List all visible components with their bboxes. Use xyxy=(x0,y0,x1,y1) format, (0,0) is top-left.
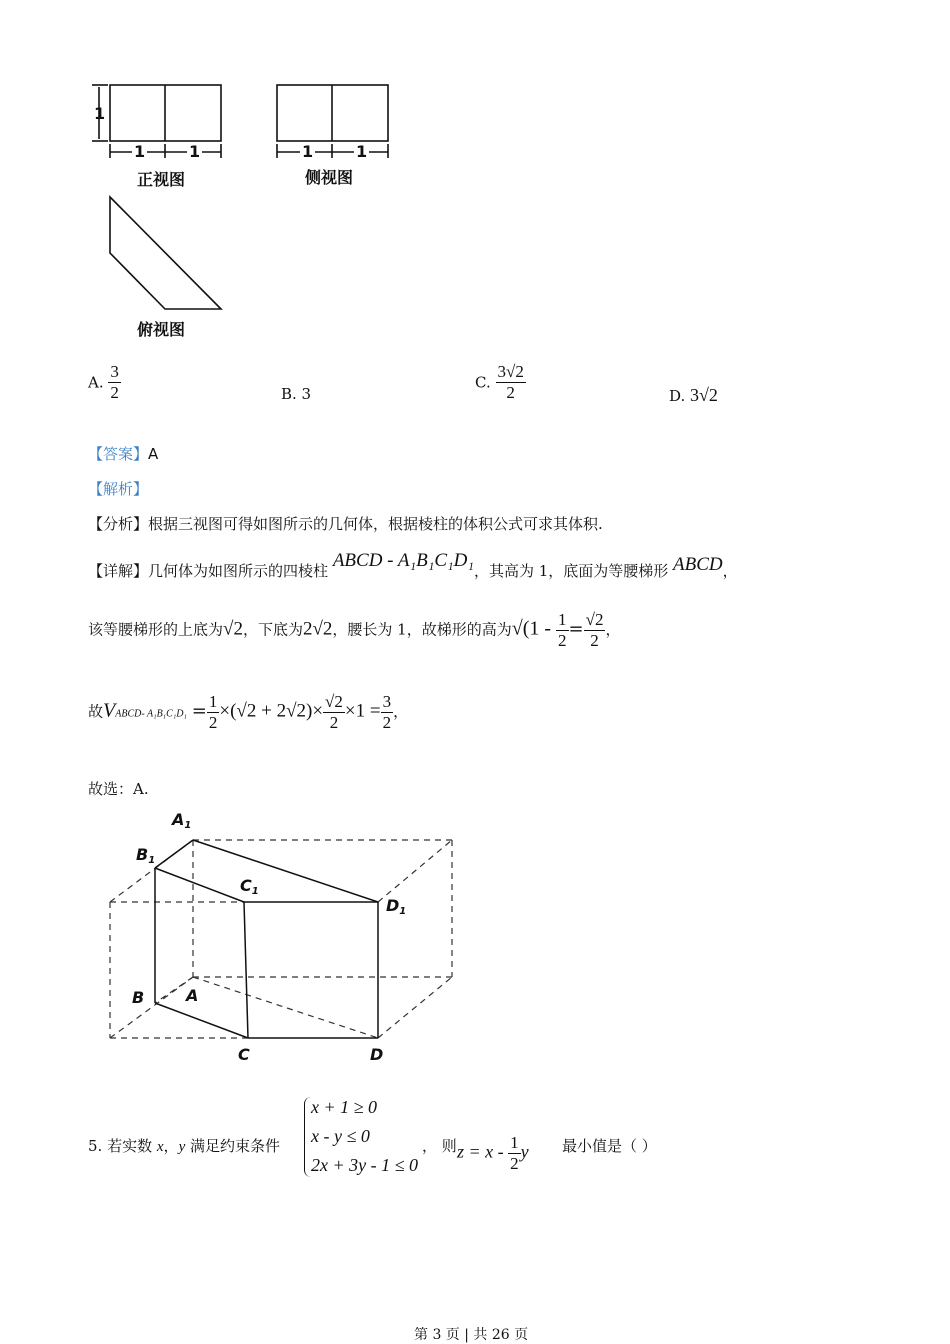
question-5-text: 5. 若实数 x，y 满足约束条件 xyxy=(88,1137,281,1155)
dim-label: 1 xyxy=(134,142,146,161)
option-a: A. $\frac{3}{2}$ xyxy=(88,362,119,402)
side-view-label: 侧视图 xyxy=(305,168,354,187)
constraint-3: 2x + 3y - 1 ≤ 0 xyxy=(311,1155,418,1175)
label-b1: $B_1$ xyxy=(136,845,156,866)
constraint-2: x - y ≤ 0 xyxy=(311,1126,370,1146)
label-d: D xyxy=(370,1045,384,1064)
detail-line-2: 该等腰梯形的上底为√2，下底为2√2，腰长为 1，故梯形的高为√(1 - $\frac{1}{2}$ = $\frac{√2}{2}$ ， xyxy=(88,610,621,650)
question-5-tail: 最小值是（ ） xyxy=(562,1137,657,1155)
label-c1: $C_1$ xyxy=(240,876,259,897)
label-b: B xyxy=(132,988,145,1007)
constraint-brace xyxy=(304,1097,311,1177)
dim-label: 1 xyxy=(189,142,201,161)
dim-label: 1 xyxy=(356,142,368,161)
front-view-label: 正视图 xyxy=(137,170,186,189)
dim-label: 1 xyxy=(302,142,314,161)
prism-solid-edges xyxy=(155,840,378,1038)
analysis-tag: 【解析】 xyxy=(88,480,149,498)
dim-height-label: 1 xyxy=(94,104,106,123)
question-5-then: ， 则 xyxy=(422,1137,457,1155)
label-d1: $D_1$ xyxy=(386,896,407,917)
label-a1: $A_1$ xyxy=(172,810,192,831)
constraint-1: x + 1 ≥ 0 xyxy=(311,1097,378,1117)
option-d: D. 3√2 xyxy=(669,385,718,405)
label-c: C xyxy=(238,1045,250,1064)
page-footer: 第 3 页 | 共 26 页 xyxy=(414,1327,529,1343)
option-b: B. 3 xyxy=(281,385,312,403)
detail-line-1: 【详解】几何体为如图所示的四棱柱 ABCD - A₁B₁C₁D₁，其高为 1，底面为等腰梯形 ABCD， xyxy=(88,550,738,580)
answer: 【答案】A xyxy=(88,445,159,463)
conclusion: 故选：A. xyxy=(88,780,149,798)
analysis-text: 【分析】根据三视图可得如图所示的几何体，根据棱柱的体积公式可求其体积. xyxy=(88,515,603,533)
label-a: A xyxy=(186,986,199,1005)
top-view-label: 俯视图 xyxy=(137,320,186,339)
volume-formula: 故VABCD- A₁B₁C₁D₁ = $\frac{1}{2}$ ×(√2 + 2√2)× $\frac{√2}{2}$ ×1 = $\frac{3}{2}$ ， xyxy=(88,692,409,732)
option-c: C. $\frac{3√2}{2}$ xyxy=(475,362,524,402)
objective-function: z = x - $\frac{1}{2}$ y xyxy=(457,1133,529,1173)
top-view xyxy=(110,197,221,309)
side-view xyxy=(277,85,388,158)
